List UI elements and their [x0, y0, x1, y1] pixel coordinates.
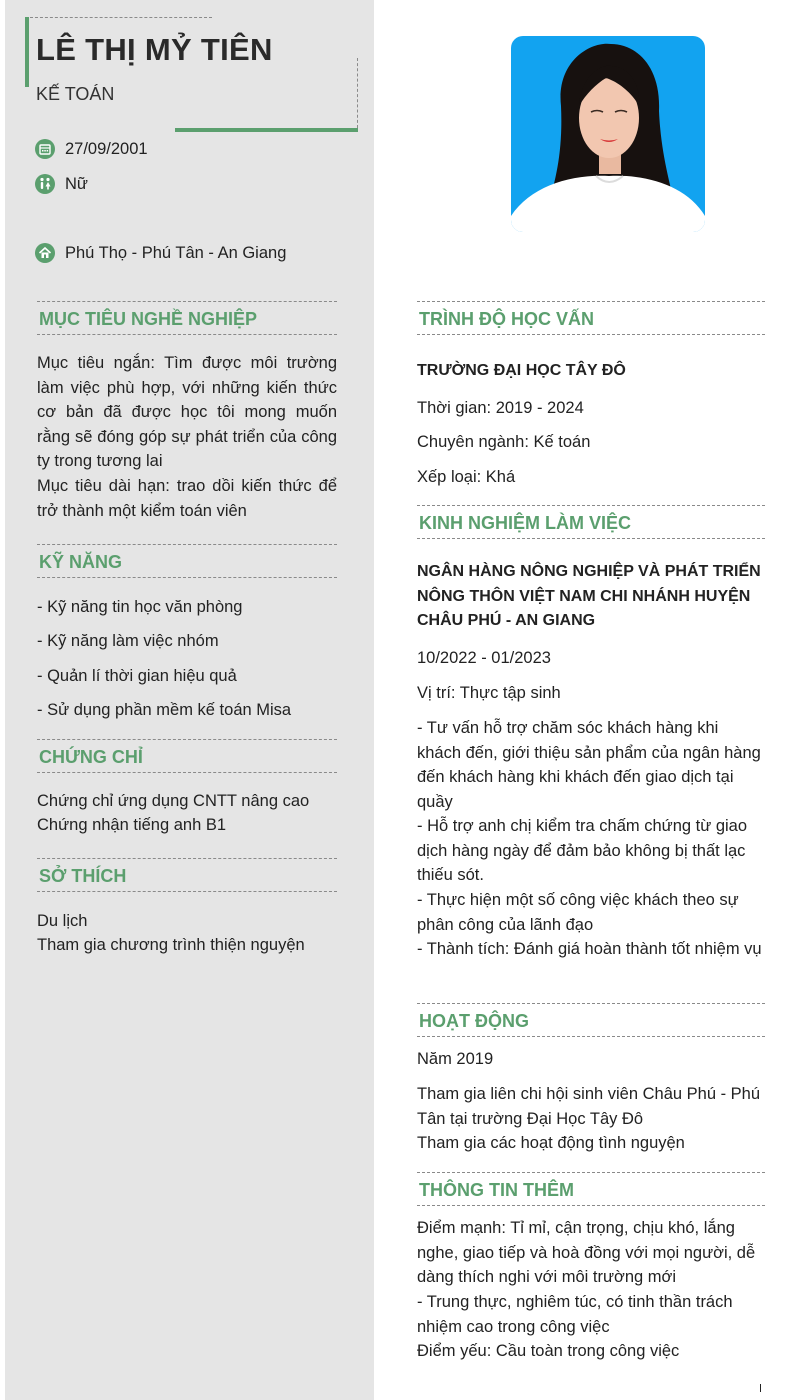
experience-heading: KINH NGHIỆM LÀM VIỆC: [417, 505, 765, 539]
skills-heading: KỸ NĂNG: [37, 544, 337, 578]
school-name: TRƯỜNG ĐẠI HỌC TÂY ĐÔ: [417, 362, 626, 379]
address-value: Phú Thọ - Phú Tân - An Giang: [65, 243, 287, 262]
calendar-icon: [35, 139, 55, 159]
experience-period: 10/2022 - 01/2023: [417, 649, 551, 667]
candidate-name: LÊ THỊ MỶ TIÊN: [36, 32, 273, 67]
name-accent-bar: [25, 17, 29, 87]
birthday-value: 27/09/2001: [65, 139, 148, 158]
hobby-item: Tham gia chương trình thiện nguyện: [37, 936, 305, 954]
objective-short: Mục tiêu ngắn: Tìm được môi trường làm việc phù hợp, với những kiến thức cơ bản đã được học tôi mong muốn rằng sẽ đóng góp sự phát triển của công ty trong tương lai: [37, 354, 337, 471]
gender-value: Nữ: [65, 174, 88, 193]
education-major: Chuyên ngành: Kế toán: [417, 433, 591, 451]
duty-item: - Thực hiện một số công việc khách theo sự phân công của lãnh đạo: [417, 891, 739, 934]
company-name: NGÂN HÀNG NÔNG NGHIỆP VÀ PHÁT TRIỂN NÔNG THÔN VIỆT NAM CHI NHÁNH HUYỆN CHÂU PHÚ - AN GIANG: [417, 563, 761, 630]
education-rank: Xếp loại: Khá: [417, 468, 516, 486]
header-dashed-line-right: [357, 58, 358, 128]
job-title: KẾ TOÁN: [36, 84, 115, 104]
skill-item: - Sử dụng phần mềm kế toán Misa: [37, 701, 292, 719]
traits: - Trung thực, nghiêm túc, có tinh thần trách nhiệm cao trong công việc: [417, 1293, 733, 1336]
activity-item: Tham gia liên chi hội sinh viên Châu Phú - Phú Tân tại trường Đại Học Tây Đô: [417, 1085, 761, 1128]
skill-item: - Kỹ năng làm việc nhóm: [37, 632, 219, 650]
profile-photo: [511, 36, 705, 232]
strengths: Điểm mạnh: Tỉ mỉ, cận trọng, chịu khó, lắng nghe, giao tiếp và hoà đồng với mọi người, dễ dàng thích nghi với môi trường mới: [417, 1219, 756, 1287]
hobbies-heading: SỞ THÍCH: [37, 858, 337, 892]
duty-item: - Thành tích: Đánh giá hoàn thành tốt nhiệm vụ: [417, 940, 762, 958]
activities-heading: HOẠT ĐỘNG: [417, 1003, 765, 1037]
duty-item: - Tư vấn hỗ trợ chăm sóc khách hàng khi khách đến, giới thiệu sản phẩm của ngân hàng đến khách hàng khi khách đến giao dịch tại quầy: [417, 719, 761, 811]
education-heading: TRÌNH ĐỘ HỌC VẤN: [417, 301, 765, 335]
objective-heading: MỤC TIÊU NGHỀ NGHIỆP: [37, 301, 337, 335]
education-time: Thời gian: 2019 - 2024: [417, 399, 584, 417]
experience-position: Vị trí: Thực tập sinh: [417, 684, 561, 702]
weakness: Điểm yếu: Cầu toàn trong công việc: [417, 1342, 680, 1360]
hobby-item: Du lịch: [37, 912, 88, 930]
skill-item: - Quản lí thời gian hiệu quả: [37, 667, 237, 685]
header-accent-line: [175, 128, 358, 132]
address-row: [35, 243, 286, 263]
birthday-row: [35, 139, 148, 159]
additional-heading: THÔNG TIN THÊM: [417, 1172, 765, 1206]
gender-row: [35, 174, 88, 194]
activity-item: Tham gia các hoạt động tình nguyện: [417, 1134, 685, 1152]
certificates-heading: CHỨNG CHỈ: [37, 739, 337, 773]
gender-icon: [35, 174, 55, 194]
objective-long: Mục tiêu dài hạn: trao dồi kiến thức để trở thành một kiểm toán viên: [37, 477, 337, 520]
activities-year: Năm 2019: [417, 1050, 494, 1068]
header-dashed-line: [30, 17, 212, 18]
home-icon: [35, 243, 55, 263]
duty-item: - Hỗ trợ anh chị kiểm tra chấm chứng từ giao dịch hàng ngày để đảm bảo không bị thất lạc thiếu sót.: [417, 817, 748, 885]
page-mark: [760, 1384, 761, 1392]
certificate-item: Chứng chỉ ứng dụng CNTT nâng cao: [37, 792, 310, 810]
skill-item: - Kỹ năng tin học văn phòng: [37, 598, 243, 616]
certificate-item: Chứng nhận tiếng anh B1: [37, 816, 227, 834]
